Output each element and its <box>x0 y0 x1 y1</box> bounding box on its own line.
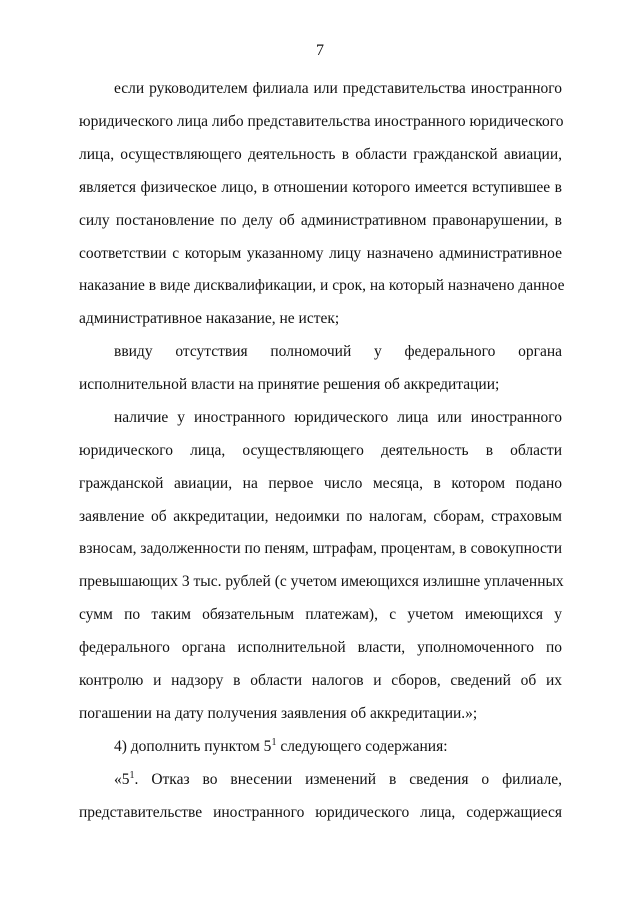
item-4-line <box>114 737 562 757</box>
superscript: 1 <box>129 769 135 781</box>
superscript: 1 <box>271 736 277 748</box>
paragraph-line: погашении на дату получения заявления об аккредитации.»; <box>79 705 478 722</box>
paragraph-line: является физическое лицо, в отношении которого имеется вступившее в <box>79 179 562 196</box>
paragraph-line: наказание в виде дисквалификации, и срок, на который назначено данное <box>79 277 565 294</box>
paragraph-line: представительстве иностранного юридического лица, содержащиеся <box>79 804 562 821</box>
paragraph-line: лица, осуществляющего деятельность в области гражданской авиации, <box>79 146 562 163</box>
paragraph-line: федерального органа исполнительной власти, уполномоченного по <box>79 639 562 656</box>
paragraph-line: взносам, задолженности по пеням, штрафам, процентам, в совокупности <box>79 540 562 557</box>
paragraph-line: силу постановление по делу об административном правонарушении, в <box>79 212 562 229</box>
paragraph-line: гражданской авиации, на первое число месяца, в котором подано <box>79 475 562 492</box>
paragraph-line: административное наказание, не истек; <box>79 310 340 327</box>
paragraph-line: наличие у иностранного юридического лица или иностранного <box>114 409 562 426</box>
paragraph-line: если руководителем филиала или представительства иностранного <box>114 80 562 97</box>
item-4-text: 4) дополнить пунктом 5 <box>114 738 272 755</box>
item-5-text: «5 <box>114 771 130 788</box>
page-number: 7 <box>316 42 324 59</box>
paragraph-line: ввиду отсутствия полномочий у федерального органа <box>114 343 562 360</box>
paragraph-line: исполнительной власти на принятие решения об аккредитации; <box>79 376 500 393</box>
paragraph-line: юридического лица либо представительства иностранного юридического <box>79 113 564 130</box>
paragraph-line: контролю и надзору в области налогов и сборов, сведений об их <box>79 672 562 689</box>
item-5-line <box>114 770 562 790</box>
paragraph-line: соответствии с которым указанному лицу назначено административное <box>79 245 562 262</box>
paragraph-line: заявление об аккредитации, недоимки по налогам, сборам, страховым <box>79 508 562 525</box>
item-5-text-end: . Отказ во внесении изменений в сведения о филиале, <box>134 771 562 788</box>
paragraph-line: сумм по таким обязательным платежам), с учетом имеющихся у <box>79 606 562 623</box>
paragraph-line: юридического лица, осуществляющего деятельность в области <box>79 442 562 459</box>
paragraph-line: превышающих 3 тыс. рублей (с учетом имеющихся излишне уплаченных <box>79 573 564 590</box>
item-4-text-end: следующего содержания: <box>276 738 448 755</box>
